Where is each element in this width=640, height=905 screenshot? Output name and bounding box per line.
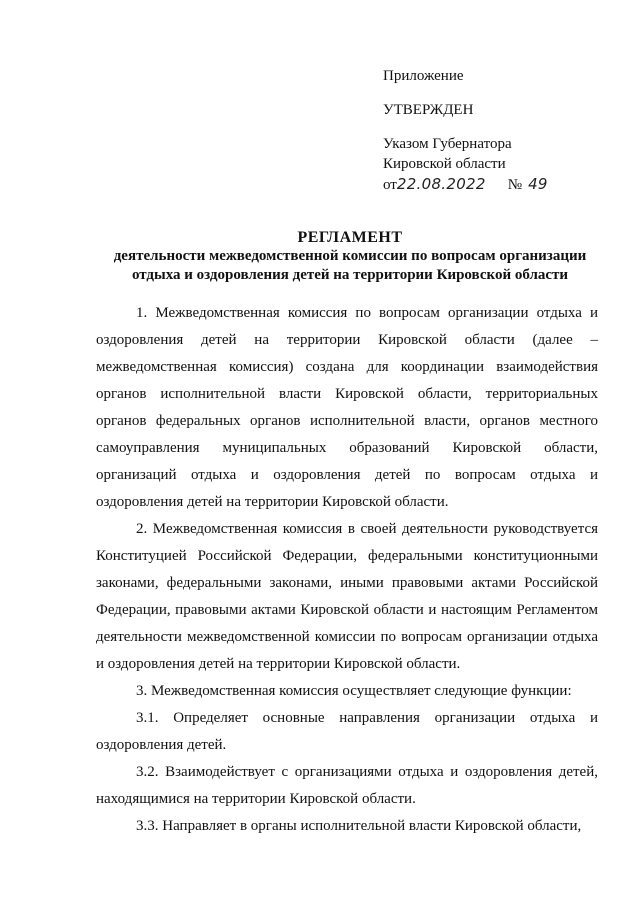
paragraph-3-1: 3.1. Определяет основные направления организации отдыха и оздоровления детей. [96, 710, 598, 753]
paragraph-3: 3. Межведомственная комиссия осуществляет следующие функции: [136, 683, 572, 699]
approval-stamp [383, 66, 548, 195]
appendix-label: Приложение [383, 68, 464, 84]
paragraph-1: 1. Межведомственная комиссия по вопросам организации отдыха и оздоровления детей на территории Кировской области (далее – межведомственная комиссия) создана для координации взаимодействия органов исполнительной власти Кировской области, территориальных органов федеральных органов исполнительной власти, органов местного самоуправления муниципальных образований Кировской области, организаций отдыха и оздоровления детей по вопросам отдыха и оздоровления детей на территории Кировской области. [96, 305, 598, 510]
decree-line-1: Указом Губернатора [383, 136, 512, 152]
paragraph-2: 2. Межведомственная комиссия в своей деятельности руководствуется Конституцией Российской Федерации, федеральными конституционными законами, федеральными законами, иными правовыми актами Российской Федерации, правовыми актами Кировской области и настоящим Регламентом деятельности межведомственной комиссии по вопросам организации отдыха и оздоровления детей на территории Кировской области. [96, 521, 598, 672]
title-line-3: отдыха и оздоровления детей на территории Кировской области [131, 267, 569, 283]
number-label: № [507, 177, 523, 193]
handwritten-date: 22.08.2022 [396, 175, 486, 193]
paragraph-3-3: 3.3. Направляет в органы исполнительной власти Кировской области, [136, 818, 582, 834]
decree-date-row [383, 174, 548, 195]
date-prefix: от [383, 177, 397, 193]
paragraph-3-2: 3.2. Взаимодействует с организациями отдыха и оздоровления детей, находящимися на территории Кировской области. [96, 764, 598, 807]
title-line-2: деятельности межведомственной комиссии по вопросам организации [113, 248, 587, 264]
document-body [96, 300, 598, 840]
title-main: РЕГЛАМЕНТ [297, 229, 403, 246]
approved-label: УТВЕРЖДЕН [383, 102, 474, 118]
handwritten-number: 49 [528, 175, 548, 193]
document-title [92, 228, 608, 285]
decree-line-2: Кировской области [383, 156, 506, 172]
